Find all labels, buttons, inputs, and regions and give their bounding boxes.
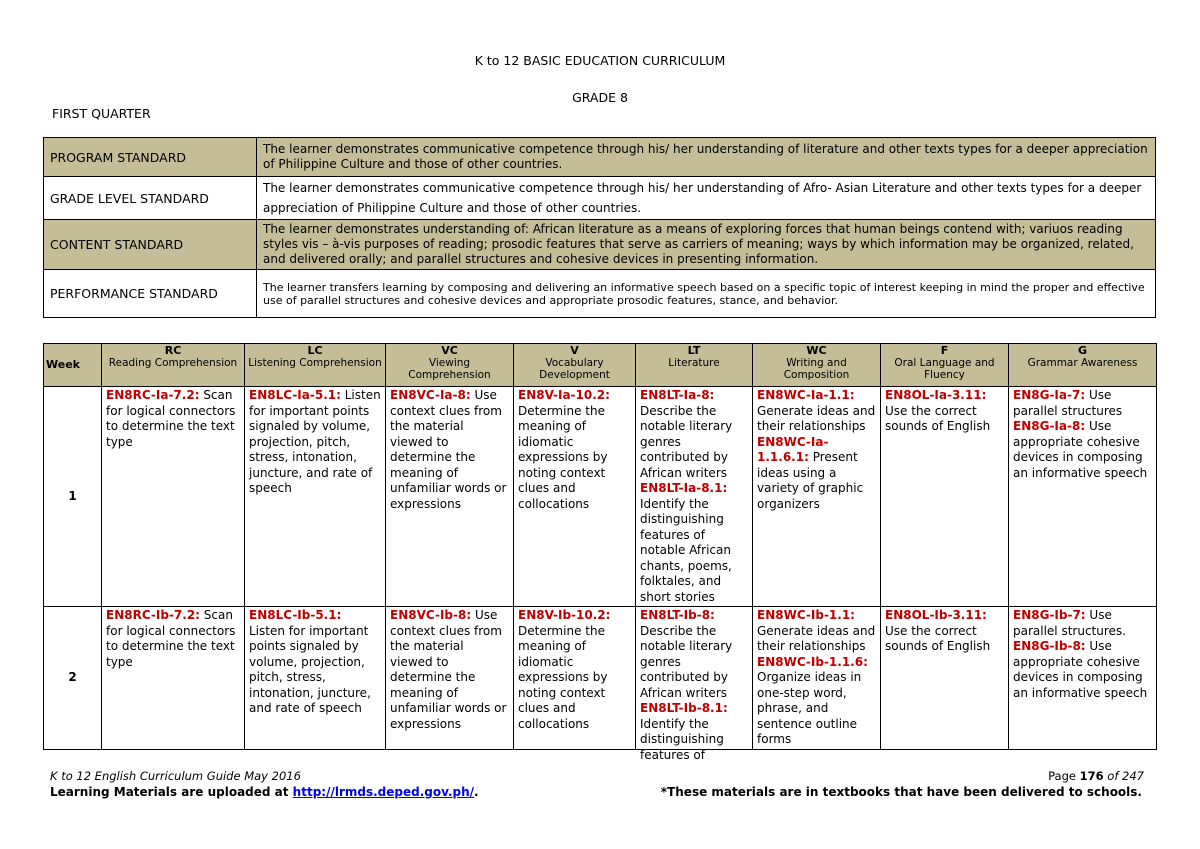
cell-v <box>514 607 636 750</box>
column-name: Writing and Composition <box>783 357 850 381</box>
competency-text: Listen for important points signaled by volume, projection, pitch, stress, intonation, juncture, and rate of speech <box>249 388 381 495</box>
page-current: 176 <box>1079 769 1104 783</box>
cell-v <box>514 387 636 607</box>
competency-code: EN8G-Ib-7: <box>1013 608 1086 622</box>
column-code: VC <box>441 344 458 357</box>
competency-code: EN8WC-Ia-1.1: <box>757 388 855 402</box>
standard-text: The learner demonstrates communicative competence through his/ her understanding of Afro- Asian Literature and other texts types for a deeper appreciation of Philippine Culture and those of other countries. <box>257 177 1156 220</box>
competency-text: Use parallel structures. <box>1013 608 1126 638</box>
standard-text: The learner transfers learning by composing and delivering an informative speech based on a specific topic of interest keeping in mind the proper and effective use of parallel structures and cohesive devices and appropriate prosodic features, stance, and behavior. <box>257 270 1156 318</box>
competency-text: Identify the distinguishing features of <box>640 716 724 762</box>
cell-content <box>757 388 876 512</box>
competency-code: EN8V-Ia-10.2: <box>518 388 610 402</box>
competency-table <box>43 343 1157 762</box>
competency-text: Present ideas using a variety of graphic organizers <box>757 450 864 511</box>
quarter-label: FIRST QUARTER <box>52 106 151 121</box>
cell-rc <box>102 607 245 750</box>
competency-code: EN8G-Ia-8: <box>1013 419 1086 433</box>
column-code: WC <box>806 344 827 357</box>
cell-content <box>249 608 381 717</box>
column-name: Reading Comprehension <box>108 357 238 369</box>
cell-lt <box>636 387 753 607</box>
column-header-lc <box>245 344 386 387</box>
standard-row <box>44 270 1156 318</box>
competency-code: EN8V-Ib-10.2: <box>518 608 611 622</box>
cell-content <box>757 608 876 748</box>
cell-g <box>1009 607 1157 750</box>
column-name: Viewing Comprehension <box>408 357 491 381</box>
competency-code: EN8RC-Ib-7.2: <box>106 608 200 622</box>
standard-label: PERFORMANCE STANDARD <box>44 270 257 318</box>
competency-code: EN8VC-Ib-8: <box>390 608 472 622</box>
competency-text: Use the correct sounds of English <box>885 403 991 433</box>
column-header-wc <box>753 344 881 387</box>
standard-text: The learner demonstrates understanding of: African literature as a means of exploring forces that human beings contend with; variuos reading styles vis – à-vis purposes of reading; prosodic features that serve as carriers of meaning; ways by which information may be organized, related, and delivered orally; and parallel structures and cohesive devices in presenting information. <box>257 220 1156 270</box>
competency-text: Determine the meaning of idiomatic expressions by noting context clues and collocations <box>518 403 608 511</box>
standard-text: The learner demonstrates communicative competence through his/ her understanding of literature and other texts types for a deeper appreciation of Philippine Culture and those of other countries. <box>257 138 1156 177</box>
grade-title: GRADE 8 <box>572 90 628 105</box>
standard-row <box>44 177 1156 220</box>
cell-lc <box>245 387 386 607</box>
cell-content <box>640 388 748 605</box>
cell-content <box>518 388 631 512</box>
footer-upload <box>50 785 479 799</box>
column-code: LT <box>687 344 701 357</box>
table-row <box>44 607 1157 750</box>
competency-code: EN8RC-Ia-7.2: <box>106 388 200 402</box>
table-header-row <box>44 344 1157 387</box>
cell-content <box>106 608 240 670</box>
cell-content <box>885 608 1004 655</box>
competency-code: EN8VC-Ia-8: <box>390 388 471 402</box>
lrmds-link[interactable]: http://lrmds.deped.gov.ph/ <box>292 785 475 799</box>
cell-vc <box>386 607 514 750</box>
competency-text: Describe the notable literary genres contributed by African writers <box>640 403 733 480</box>
competency-code: EN8G-Ia-7: <box>1013 388 1086 402</box>
competency-code: EN8G-Ib-8: <box>1013 639 1086 653</box>
table-row <box>44 387 1157 607</box>
page-prefix: Page <box>1048 769 1080 783</box>
page-suffix: of 247 <box>1103 769 1144 783</box>
cell-lt <box>636 607 753 762</box>
competency-code: EN8LC-Ia-5.1: <box>249 388 341 402</box>
cell-content <box>390 608 509 732</box>
cell-rc <box>102 387 245 607</box>
column-header-vc <box>386 344 514 387</box>
competency-code: EN8LT-Ib-8: <box>640 608 715 622</box>
competency-text: Identify the distinguishing features of notable African chants, poems, folktales, and short stories <box>640 496 732 604</box>
standard-label: GRADE LEVEL STANDARD <box>44 177 257 220</box>
page-number <box>1048 769 1144 783</box>
cell-content <box>390 388 509 512</box>
competency-text: Generate ideas and their relationships <box>757 623 876 653</box>
competency-text: Generate ideas and their relationships <box>757 403 876 433</box>
column-code: LC <box>307 344 323 357</box>
standard-row <box>44 220 1156 270</box>
footer-upload-suffix: . <box>474 785 479 799</box>
competency-code: EN8WC-Ib-1.1.6: <box>757 654 868 669</box>
footer-note: *These materials are in textbooks that have been delivered to schools. <box>660 785 1142 799</box>
column-code: F <box>940 344 949 357</box>
standard-label: PROGRAM STANDARD <box>44 138 257 177</box>
week-number: 1 <box>44 387 102 607</box>
competency-code: EN8OL-Ia-3.11: <box>885 388 987 402</box>
standards-table <box>43 137 1156 318</box>
competency-text: Scan for logical connectors to determine the text type <box>106 388 236 449</box>
competency-code: EN8LC-Ib-5.1: <box>249 608 342 622</box>
competency-text: Use context clues from the material viewed to determine the meaning of unfamiliar words or expressions <box>390 388 507 511</box>
competency-text: Listen for important points signaled by volume, projection, pitch, stress, intonation, juncture, and rate of speech <box>249 623 371 715</box>
column-header-f <box>881 344 1009 387</box>
standard-row <box>44 138 1156 177</box>
competency-code: EN8WC-Ib-1.1: <box>757 608 855 622</box>
column-name: Literature <box>668 357 720 369</box>
competency-text: Organize ideas in one-step word, phrase, and sentence outline forms <box>757 670 862 746</box>
competency-text: Use the correct sounds of English <box>885 623 991 653</box>
cell-wc <box>753 607 881 750</box>
doc-title: K to 12 BASIC EDUCATION CURRICULUM <box>474 53 726 68</box>
cell-content <box>106 388 240 450</box>
week-number: 2 <box>44 607 102 750</box>
competency-code: EN8WC-Ia-1.1.6.1: <box>757 434 829 464</box>
competency-code: EN8LT-Ia-8: <box>640 388 715 402</box>
column-header-rc <box>102 344 245 387</box>
competency-text: Describe the notable literary genres contributed by African writers <box>640 623 733 700</box>
cell-content <box>249 388 381 497</box>
cell-f <box>881 387 1009 607</box>
column-header-lt <box>636 344 753 387</box>
column-header-g <box>1009 344 1157 387</box>
cell-content <box>885 388 1004 435</box>
column-header-v <box>514 344 636 387</box>
column-code: V <box>570 344 579 357</box>
column-code: G <box>1077 344 1088 357</box>
column-name: Listening Comprehension <box>248 357 382 369</box>
competency-code: EN8LT-Ib-8.1: <box>640 701 728 715</box>
cell-f <box>881 607 1009 750</box>
column-code: RC <box>164 344 182 357</box>
cell-content <box>1013 388 1152 481</box>
cell-vc <box>386 387 514 607</box>
cell-g <box>1009 387 1157 607</box>
column-name: Oral Language and Fluency <box>894 357 995 381</box>
competency-code: EN8LT-Ia-8.1: <box>640 481 728 495</box>
cell-content <box>518 608 631 732</box>
competency-text: Use parallel structures <box>1013 388 1123 418</box>
competency-text: Scan for logical connectors to determine the text type <box>106 608 236 669</box>
footer-upload-prefix: Learning Materials are uploaded at <box>50 785 293 799</box>
standard-label: CONTENT STANDARD <box>44 220 257 270</box>
column-name: Grammar Awareness <box>1027 357 1138 369</box>
competency-code: EN8OL-Ib-3.11: <box>885 608 987 622</box>
cell-wc <box>753 387 881 607</box>
cell-content <box>640 608 748 762</box>
competency-text: Use context clues from the material viewed to determine the meaning of unfamiliar words or expressions <box>390 608 507 731</box>
competency-text: Use appropriate cohesive devices in composing an informative speech <box>1013 419 1148 480</box>
week-header: Week <box>44 344 102 387</box>
competency-text: Use appropriate cohesive devices in composing an informative speech <box>1013 639 1148 700</box>
column-name: Vocabulary Development <box>539 357 610 381</box>
footer-guide: K to 12 English Curriculum Guide May 2016 <box>50 769 301 783</box>
cell-lc <box>245 607 386 750</box>
competency-text: Determine the meaning of idiomatic expressions by noting context clues and collocations <box>518 623 608 731</box>
cell-content <box>1013 608 1152 701</box>
